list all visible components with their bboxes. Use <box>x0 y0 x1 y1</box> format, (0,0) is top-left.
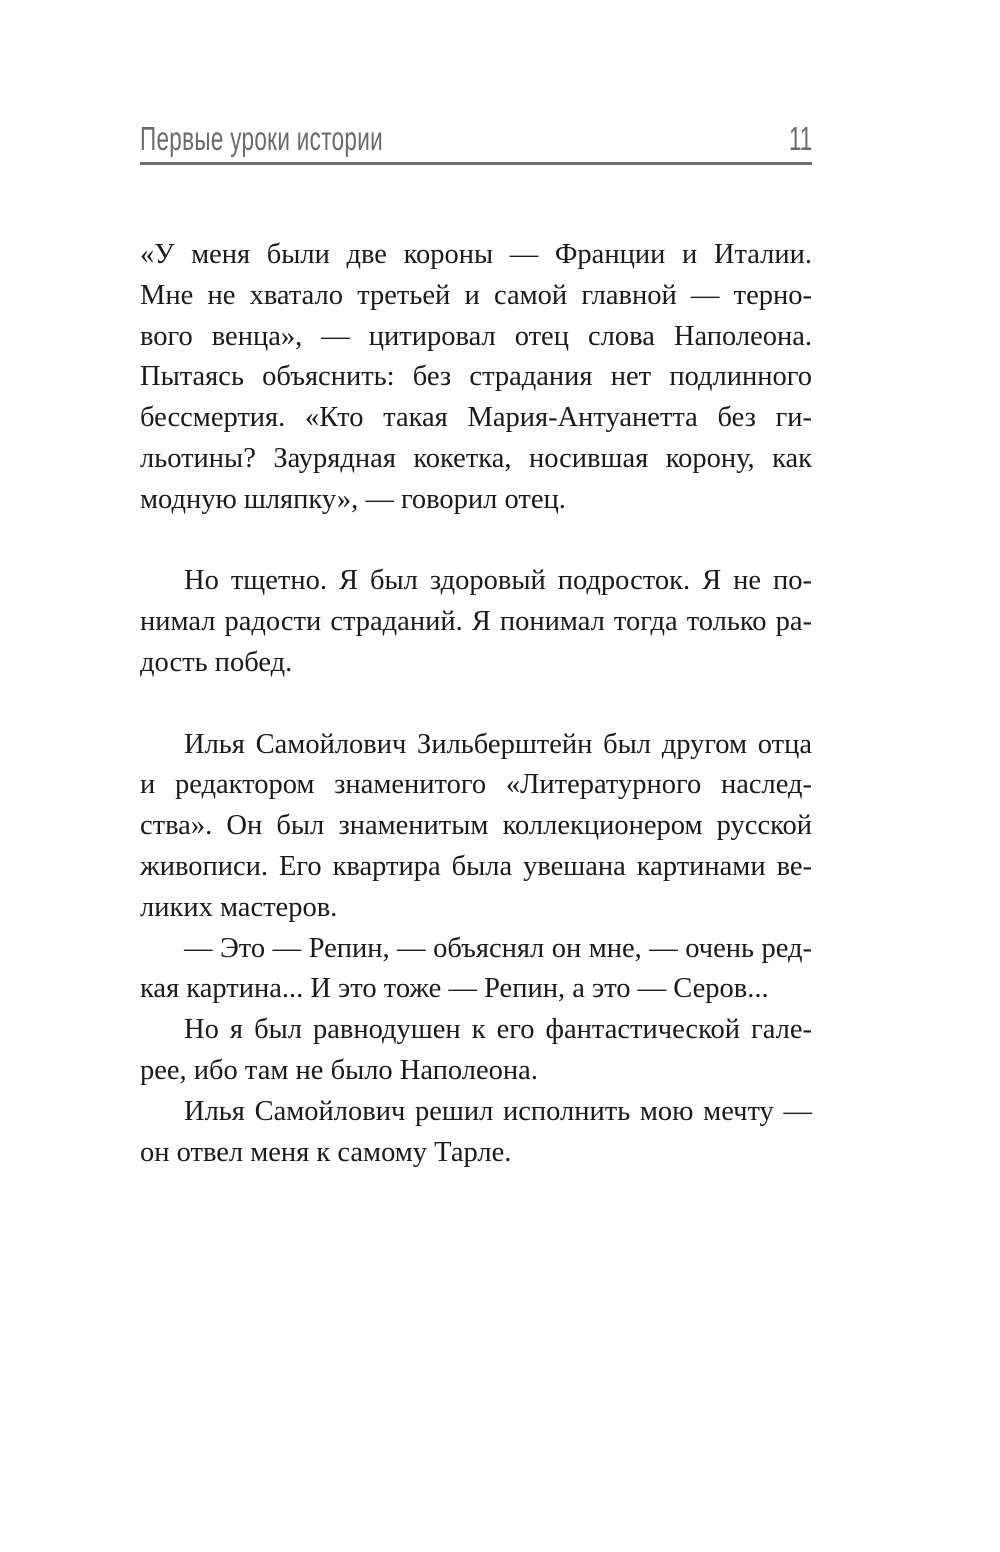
text-line: ства». Он был знаменитым коллекционером русской <box>140 810 812 842</box>
text-line: льотины? Заурядная кокетка, носившая корону, как <box>140 442 812 474</box>
text-line: Илья Самойлович Зильберштейн был другом отца <box>184 728 812 760</box>
paragraph <box>140 235 812 521</box>
text-line: «У меня были две короны — Франции и Италии. <box>140 239 812 270</box>
running-header <box>140 118 812 165</box>
text-line: нимал радости страданий. Я понимал тогда только ра- <box>140 606 812 638</box>
text-line: Но тщетно. Я был здоровый подросток. Я не по- <box>184 565 812 597</box>
paragraph <box>140 929 812 1011</box>
text-line: Но я был равнодушен к его фантастической гале- <box>184 1014 812 1046</box>
paragraph <box>140 1092 812 1174</box>
body-text <box>140 235 812 1173</box>
text-line: и редактором знаменитого «Литературного наслед- <box>140 769 812 801</box>
text-line: модную шляпку», — говорил отец. <box>140 483 566 515</box>
text-line: дость побед. <box>140 646 293 678</box>
section-gap <box>140 684 812 725</box>
text-line: вого венца», — цитировал отец слова Наполеона. <box>140 320 812 352</box>
text-line: — Это — Репин, — объяснял он мне, — очень ред- <box>184 932 812 964</box>
section-gap <box>140 521 812 562</box>
running-title: Первые уроки истории <box>140 120 383 157</box>
text-line: рее, ибо там не было Наполеона. <box>140 1054 538 1086</box>
text-line: ликих мастеров. <box>140 891 338 923</box>
text-line: он отвел меня к самому Тарле. <box>140 1136 512 1168</box>
paragraph <box>140 561 812 683</box>
paragraph <box>140 1010 812 1092</box>
paragraph <box>140 725 812 929</box>
text-line: кая картина... И это тоже — Репин, а это — Серов... <box>140 973 769 1005</box>
text-line: живописи. Его квартира была увешана картинами ве- <box>140 850 812 882</box>
text-line: Илья Самойлович решил исполнить мою мечту — <box>184 1095 812 1127</box>
page-number: 11 <box>788 120 812 157</box>
text-line: Мне не хватало третьей и самой главной — терно- <box>140 279 812 311</box>
text-line: бессмертия. «Кто такая Мария-Антуанетта без ги- <box>140 402 812 434</box>
text-line: Пытаясь объяснить: без страдания нет подлинного <box>140 361 812 393</box>
